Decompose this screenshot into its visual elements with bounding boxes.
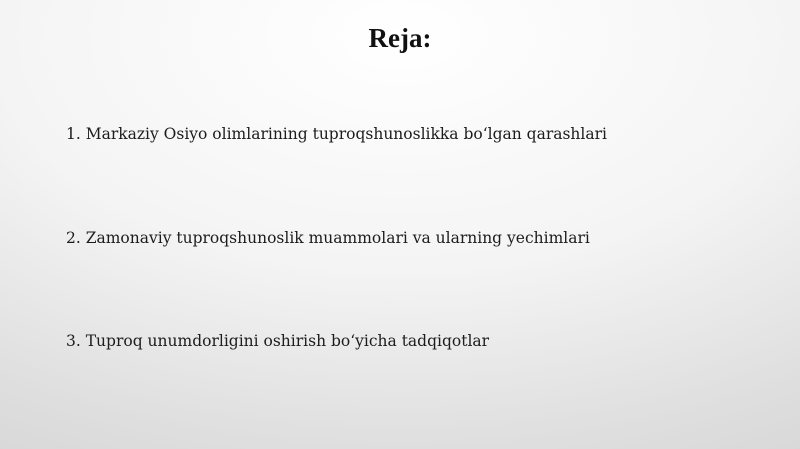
plan-item-1: 1. Markaziy Osiyo olimlarining tuproqshunoslikka bo‘lgan qarashlari bbox=[66, 125, 607, 143]
plan-item-2: 2. Zamonaviy tuproqshunoslik muammolari va ularning yechimlari bbox=[66, 229, 590, 247]
plan-item-3: 3. Tuproq unumdorligini oshirish bo‘yicha tadqiqotlar bbox=[66, 332, 490, 350]
slide-title: Reja: bbox=[368, 23, 432, 53]
